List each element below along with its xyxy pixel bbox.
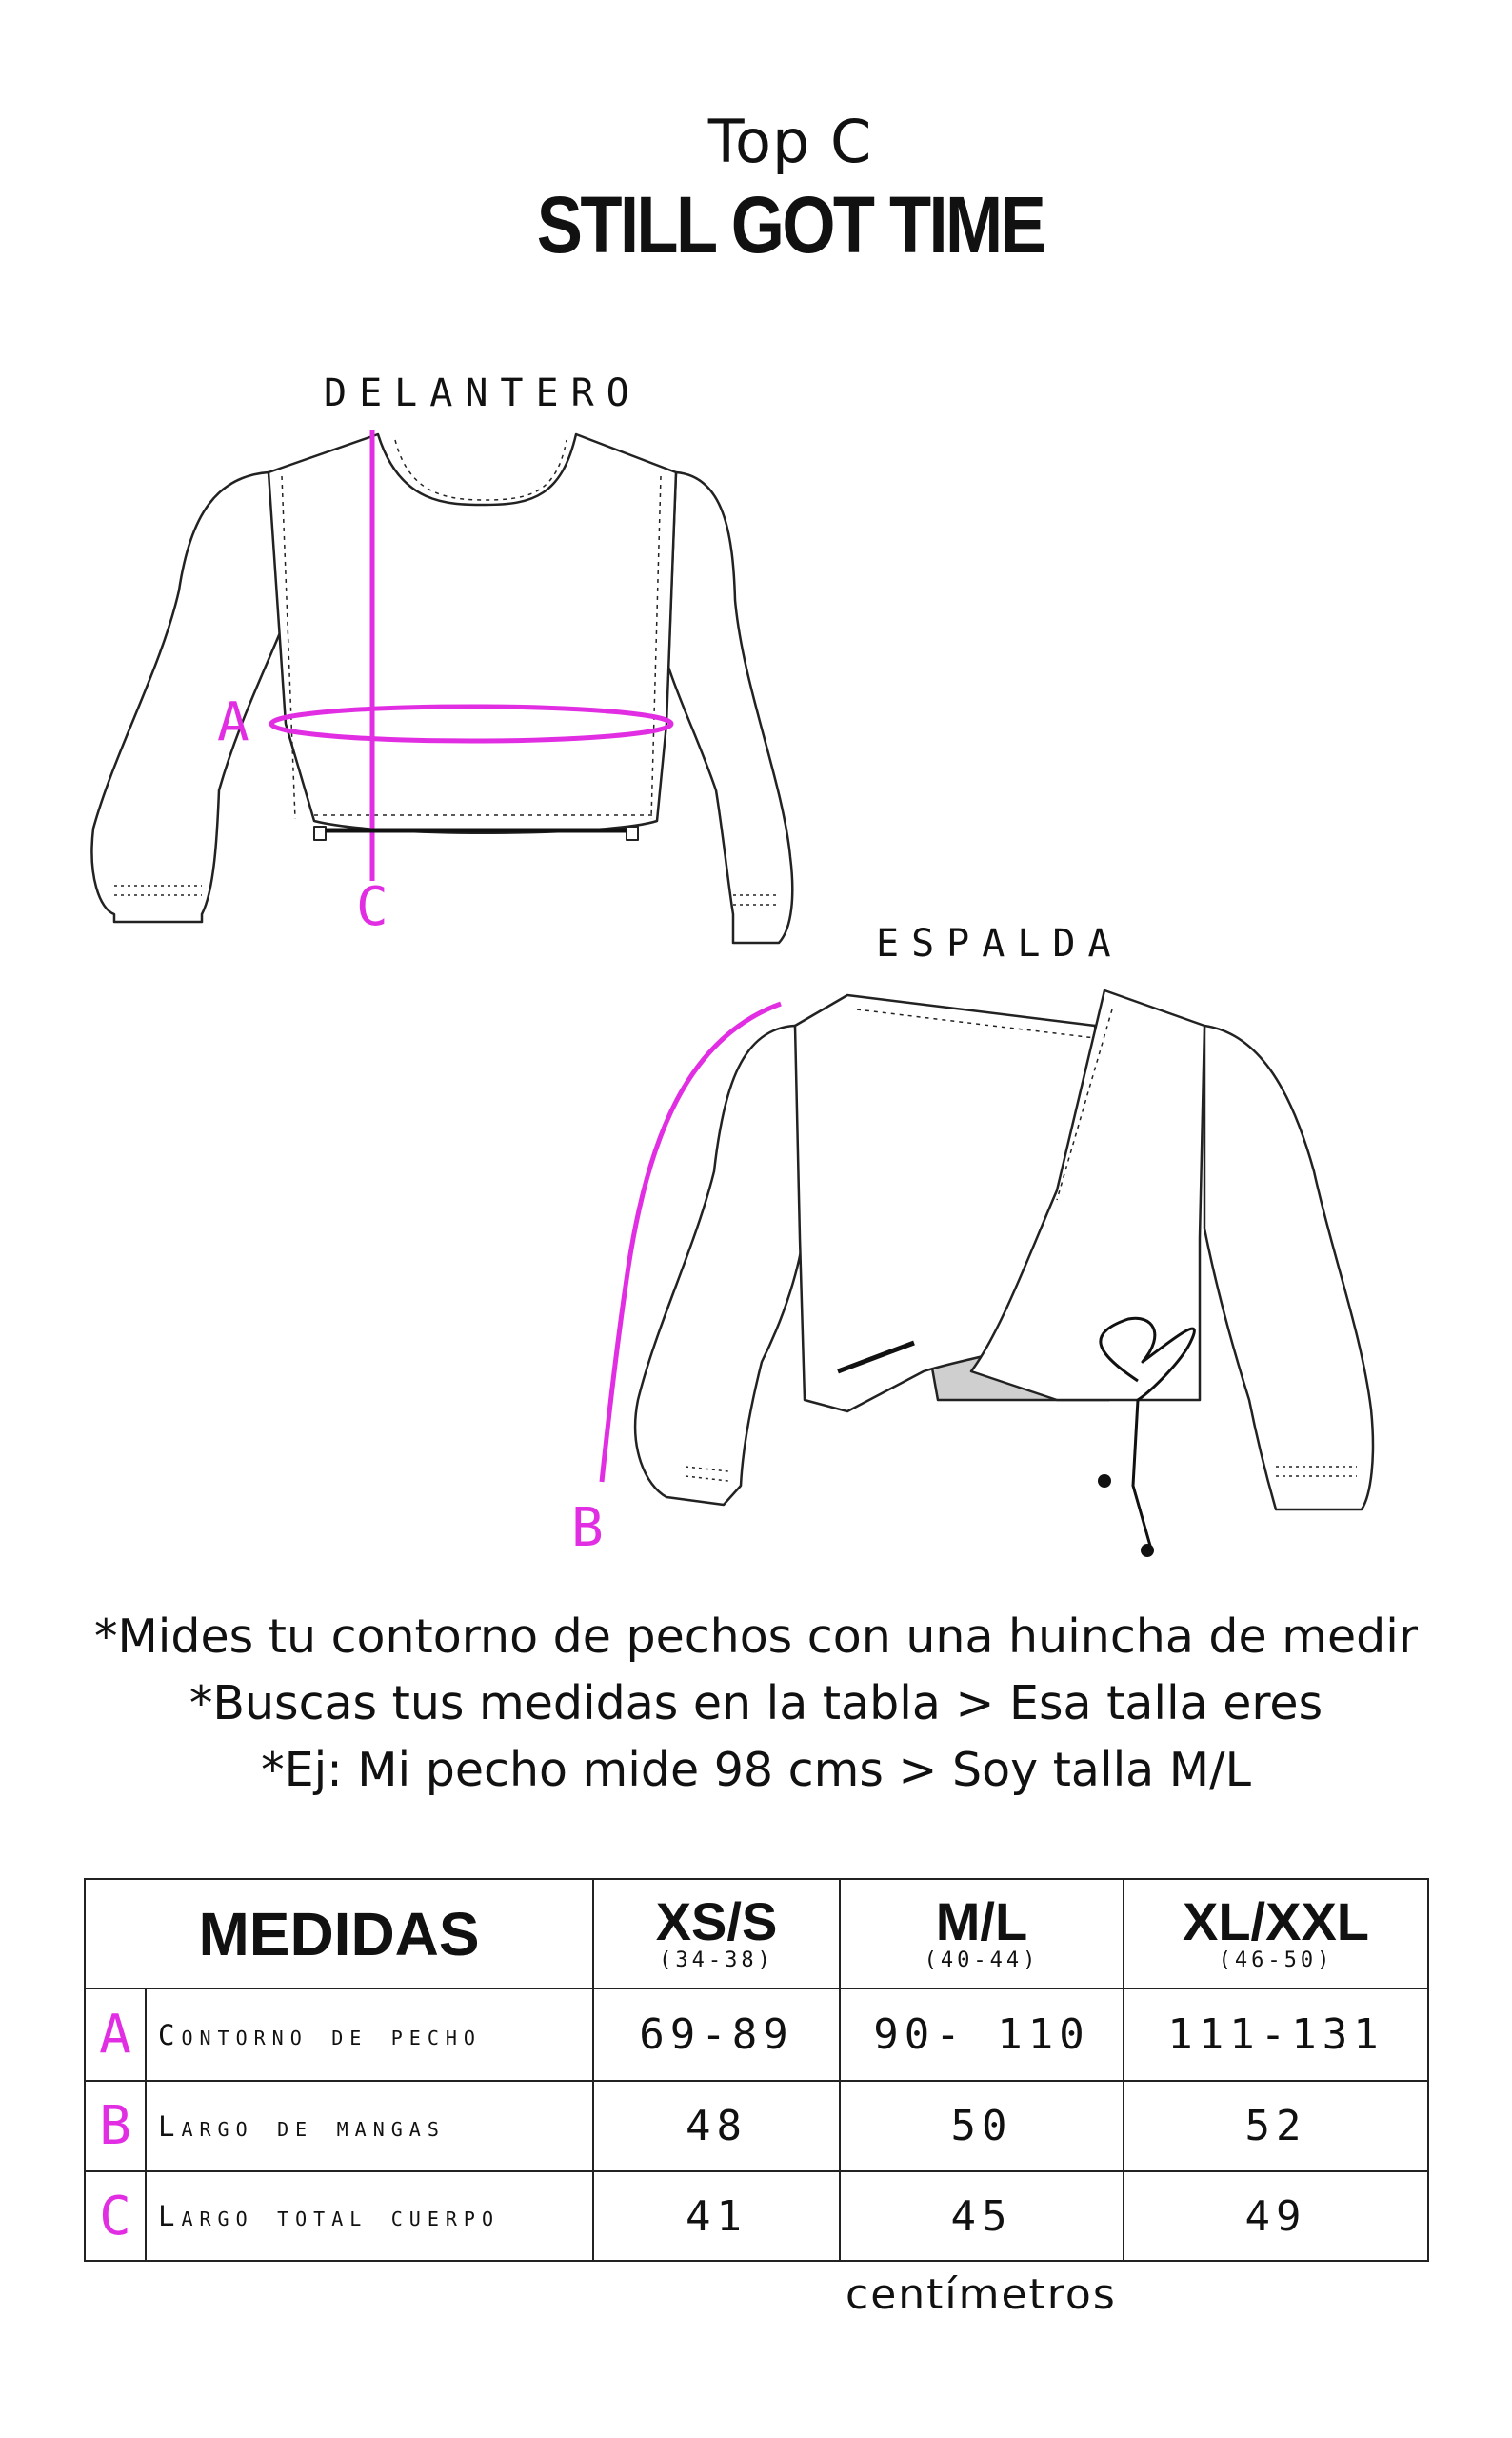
- instruction-line: *Ej: Mi pecho mide 98 cms > Soy talla M/L: [261, 1743, 1251, 1797]
- row-label: Largo total cuerpo: [146, 2171, 593, 2261]
- table-row: [85, 2171, 1428, 2261]
- back-view-drawing: [635, 990, 1373, 1557]
- row-letter: B: [85, 2081, 146, 2171]
- table-row: [85, 1988, 1428, 2081]
- table-cell: 90- 110: [840, 1988, 1124, 2081]
- garment-title: STILL GOT TIME: [536, 180, 1044, 270]
- marker-a: A: [217, 691, 249, 753]
- size-label: XL/XXL: [1182, 1891, 1370, 1951]
- size-header-cell: [593, 1879, 840, 1988]
- back-right-sleeve: [1204, 1026, 1373, 1509]
- back-left-sleeve: [635, 1026, 805, 1505]
- instruction-line: *Buscas tus medidas en la tabla > Esa talla eres: [189, 1676, 1323, 1730]
- table-cell: 69-89: [593, 1988, 840, 2081]
- table-title: MEDIDAS: [198, 1899, 480, 1968]
- front-view-label: DELANTERO: [324, 371, 642, 415]
- row-label: Largo de mangas: [146, 2081, 593, 2171]
- table-header-row: [85, 1879, 1428, 1988]
- front-view-drawing: [92, 434, 793, 943]
- measuring-instructions: [0, 1604, 1512, 1804]
- size-range: (34-38): [659, 1948, 774, 1972]
- size-range: (40-44): [924, 1948, 1040, 1972]
- table-cell: 48: [593, 2081, 840, 2171]
- front-body: [269, 434, 676, 833]
- table-cell: 45: [840, 2171, 1124, 2261]
- table-cell: 50: [840, 2081, 1124, 2171]
- back-view-label: ESPALDA: [876, 922, 1124, 966]
- row-letter: C: [85, 2171, 146, 2261]
- table-header-cell: [85, 1879, 593, 1988]
- row-label: Contorno de pecho: [146, 1988, 593, 2081]
- garment-subtitle: Top C: [707, 107, 873, 176]
- front-right-sleeve: [668, 472, 792, 943]
- table-cell: 52: [1124, 2081, 1428, 2171]
- size-table: [84, 1878, 1429, 2262]
- size-label: XS/S: [655, 1891, 778, 1951]
- table-cell: 49: [1124, 2171, 1428, 2261]
- size-header-cell: [1124, 1879, 1428, 1988]
- table-cell: 111-131: [1124, 1988, 1428, 2081]
- table-cell: 41: [593, 2171, 840, 2261]
- size-header-cell: [840, 1879, 1124, 1988]
- marker-b: B: [571, 1497, 604, 1559]
- size-label: M/L: [935, 1891, 1028, 1951]
- table-row: [85, 2081, 1428, 2171]
- row-letter: A: [85, 1988, 146, 2081]
- instruction-line: *Mides tu contorno de pechos con una huincha de medir: [93, 1609, 1419, 1664]
- unit-label: centímetros: [846, 2270, 1117, 2319]
- size-range: (46-50): [1218, 1948, 1334, 1972]
- front-left-sleeve: [92, 472, 286, 922]
- marker-c: C: [356, 876, 388, 938]
